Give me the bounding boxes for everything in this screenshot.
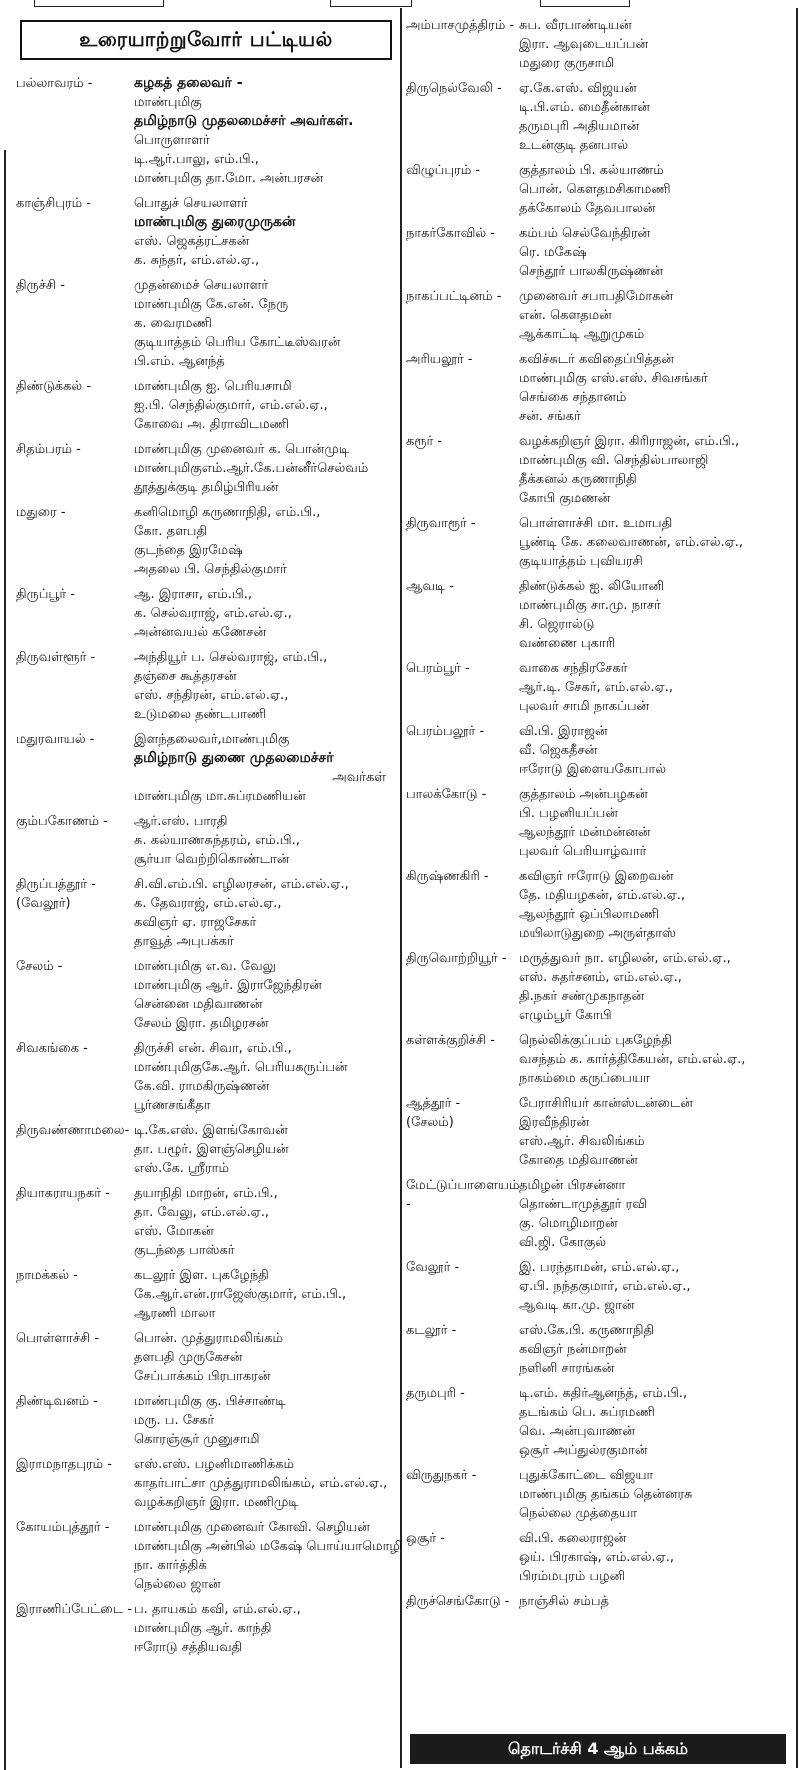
place-name: திருப்பத்தூர் - (வேலூர்) xyxy=(16,877,96,911)
place-name: திருவண்ணாமலை- xyxy=(16,1123,130,1138)
speaker-entry xyxy=(10,1184,400,1260)
speaker-name: க. தேவராஜ், எம்.எல்.ஏ., xyxy=(134,896,282,911)
speaker-names xyxy=(134,1266,400,1323)
speaker-name: மதுரை குருசாமி xyxy=(519,56,615,71)
speaker-entry xyxy=(404,16,796,73)
top-border xyxy=(0,0,800,8)
speaker-name: சன். சங்கர் xyxy=(519,409,581,424)
speaker-name: கழகத் தலைவர் - xyxy=(134,75,243,91)
speaker-name: ஆலந்தூர் ஒப்பிலாமணி xyxy=(519,907,659,922)
speaker-name: காதர்பாட்சா முத்துராமலிங்கம், எம்.எல்.ஏ., xyxy=(134,1476,388,1491)
speaker-name: பொள்ளாச்சி மா. உமாபதி xyxy=(519,516,673,531)
speaker-name: புலவர் சாமி நாகப்பன் xyxy=(519,699,650,714)
place-name: அம்பாசமுத்திரம் - xyxy=(406,18,515,33)
speaker-name: முனைவர் சபாபதிமோகன் xyxy=(519,289,674,304)
speaker-name: குடியாத்தம் பெரிய கோட்டீஸ்வரன் xyxy=(134,335,341,350)
speaker-name: குடியாத்தம் புவியரசி xyxy=(519,554,643,569)
speaker-entry xyxy=(404,1321,796,1378)
speaker-name: தூத்துக்குடி தமிழ்பிரியன் xyxy=(134,480,279,495)
speaker-name: மாண்புமிகு ஐ. பெரியசாமி xyxy=(134,379,292,394)
speaker-name: இரவீந்திரன் xyxy=(519,1115,590,1130)
place-name: கிருஷ்ணகிரி - xyxy=(406,869,489,884)
speaker-names xyxy=(519,514,796,571)
speaker-names xyxy=(519,1466,796,1523)
speaker-name: மாண்புமிகு தா.மோ. அன்பரசன் xyxy=(134,171,324,186)
speaker-entry xyxy=(10,1039,400,1115)
speaker-name: கோபி குமணன் xyxy=(519,491,611,506)
place-name: பெரம்பூர் - xyxy=(406,661,470,676)
speaker-name: எஸ்.கே. ஸ்ரீராம் xyxy=(134,1161,229,1176)
speaker-name: ஆர்.எஸ். பாரதி xyxy=(134,814,228,829)
speaker-name: ஏ.பி. நந்தகுமார், எம்.எல்.ஏ., xyxy=(519,1279,691,1294)
speaker-name: தாவூத் அபுபக்கர் xyxy=(134,934,234,949)
speaker-name: நெல்லிக்குப்பம் புகழேந்தி xyxy=(519,1033,672,1048)
place-name: கள்ளக்குறிச்சி - xyxy=(406,1033,495,1048)
speaker-name: எஸ். சந்திரன், எம்.எல்.ஏ., xyxy=(134,688,289,703)
speaker-name: ஏ.கே.எஸ். விஜயன் xyxy=(519,81,637,96)
place-name: நாகர்கோவில் - xyxy=(406,226,495,241)
speaker-name: கே.வி. ராமகிருஷ்ணன் xyxy=(134,1079,270,1094)
speaker-name: சேலம் இரா. தமிழரசன் xyxy=(134,1016,269,1031)
speaker-name: ஈரோடு சத்தியவதி xyxy=(134,1640,243,1655)
speaker-entry xyxy=(10,648,400,724)
speaker-names xyxy=(519,224,796,281)
speaker-name: மருத்துவர் நா. எழிலன், எம்.எல்.ஏ., xyxy=(519,951,731,966)
speaker-entry xyxy=(404,659,796,716)
right-column xyxy=(404,8,798,1768)
place-name: திண்டுக்கல் - xyxy=(16,379,92,394)
speaker-name: எஸ்.ஆர். சிவலிங்கம் xyxy=(519,1134,645,1149)
speaker-list-right xyxy=(404,8,796,1611)
speaker-name: வழக்கறிஞர் இரா. கிரிராஜன், எம்.பி., xyxy=(519,434,740,449)
speaker-entry xyxy=(404,1384,796,1460)
speaker-entry xyxy=(404,722,796,779)
speaker-entry xyxy=(10,440,400,497)
speaker-name: பூண்டி கே. கலைவாணன், எம்.எல்.ஏ., xyxy=(519,535,744,550)
speaker-entry xyxy=(10,1121,400,1178)
speaker-entry xyxy=(10,503,400,579)
speaker-name: தஞ்சை கூத்தரசன் xyxy=(134,669,237,684)
speaker-entry xyxy=(10,957,400,1033)
speaker-name: செங்கை சந்தானம் xyxy=(519,390,627,405)
speaker-name: வழக்கறிஞர் இரா. மணிமுடி xyxy=(134,1495,299,1510)
speaker-name: திண்டுக்கல் ஐ. லியோனி xyxy=(519,579,665,594)
place-name: மேட்டுப்பாளையம் - xyxy=(406,1178,520,1212)
speaker-entry xyxy=(404,1094,796,1170)
speaker-entry xyxy=(10,1329,400,1386)
speaker-names xyxy=(519,949,796,1025)
speaker-name: தமிழ்நாடு முதலமைச்சர் அவர்கள். xyxy=(134,113,354,129)
speaker-name: கொரஞ்சூர் முனுசாமி xyxy=(134,1432,260,1447)
speaker-names xyxy=(134,730,400,806)
speaker-entry xyxy=(10,585,400,642)
speaker-name: கம்பம் செல்வேந்திரன் xyxy=(519,226,651,241)
speaker-name: நாகம்மை கருப்பையா xyxy=(519,1071,650,1086)
speaker-name: குடந்தை பாஸ்கர் xyxy=(134,1243,235,1258)
speaker-entry xyxy=(10,875,400,951)
speaker-name: தமிழ்நாடு துணை முதலமைச்சர் xyxy=(134,750,334,766)
speaker-name: க. சுந்தர், எம்.எல்.ஏ., xyxy=(134,253,260,268)
speaker-name: திருச்சி என். சிவா, எம்.பி., xyxy=(134,1041,292,1056)
place-name: இராமநாதபுரம் - xyxy=(16,1457,112,1472)
speaker-name: ஒய். பிரகாஷ், எம்.எல்.ஏ., xyxy=(519,1550,674,1565)
speaker-entry xyxy=(10,194,400,270)
speaker-name: கவிச்சுடர் கவிதைப்பித்தன் xyxy=(519,352,675,367)
speaker-names xyxy=(519,1321,796,1378)
speaker-names xyxy=(134,957,400,1033)
place-name: பெரம்பலூர் - xyxy=(406,724,485,739)
speaker-name: சேப்பாக்கம் பிரபாகரன் xyxy=(134,1369,271,1384)
speaker-name: தருமபுரி அதியமான் xyxy=(519,119,640,134)
place-name: பாலக்கோடு - xyxy=(406,787,487,802)
speaker-name: டி.பி.எம். மைதீன்கான் xyxy=(519,100,650,115)
speaker-name: பி. பழனியப்பன் xyxy=(519,806,618,821)
speaker-name: வசந்தம் க. கார்த்திகேயன், எம்.எல்.ஏ., xyxy=(519,1052,746,1067)
speaker-names xyxy=(519,577,796,653)
speaker-entry xyxy=(10,730,400,806)
speaker-name: கு. மொழிமாறன் xyxy=(519,1216,618,1231)
place-name: விருதுநகர் - xyxy=(406,1468,477,1483)
speaker-name: தமிழன் பிரசன்னா xyxy=(519,1178,626,1193)
speaker-name: மாண்புமிகு தங்கம் தென்னரசு xyxy=(519,1487,693,1502)
speaker-names xyxy=(519,1031,796,1088)
speaker-entry xyxy=(10,276,400,371)
speaker-name: மாண்புமிகு மா.சுப்ரமணியன் xyxy=(134,789,306,804)
place-name: திருச்செங்கோடு - xyxy=(406,1594,510,1609)
place-name: மதுரை - xyxy=(16,505,66,520)
speaker-name: மாண்புமிகுஎம்.ஆர்.கே.பன்னீர்செல்வம் xyxy=(134,461,369,476)
speaker-name: சு. கல்யாணசுந்தரம், எம்.பி., xyxy=(134,833,300,848)
speaker-name: கனிமொழி கருணாநிதி, எம்.பி., xyxy=(134,505,321,520)
speaker-name: மாண்புமிகு முனைவர் க. பொன்முடி xyxy=(134,442,350,457)
speaker-name: பொதுச் செயலாளர் xyxy=(134,196,248,211)
speaker-name: சுப. வீரபாண்டியன் xyxy=(519,18,632,33)
speaker-name: வி.ஜி. கோகுல் xyxy=(519,1235,607,1250)
speaker-name: கவிஞர் ஏ. ராஜசேகர் xyxy=(134,915,257,930)
speaker-name: மாண்புமிகு எஸ்.எஸ். சிவசங்கர் xyxy=(519,371,708,386)
speaker-name: நெல்லை ஜான் xyxy=(134,1577,221,1592)
speaker-name: மாண்புமிகு துரைமுருகன் xyxy=(134,214,296,230)
speaker-entry xyxy=(10,1518,403,1594)
speaker-entry xyxy=(404,867,796,943)
place-name: திருச்சி - xyxy=(16,278,65,293)
speaker-name: இரா. ஆவுடையப்பன் xyxy=(519,37,649,52)
speaker-entry xyxy=(10,1455,400,1512)
speaker-names xyxy=(134,1039,400,1115)
speaker-name: வி.பி. கலைராஜன் xyxy=(519,1531,627,1546)
speaker-names xyxy=(134,1184,400,1260)
speaker-name: க. வைரமணி xyxy=(134,316,212,331)
speaker-name: பொருளாளர் xyxy=(134,133,210,148)
left-column xyxy=(10,8,402,1768)
speaker-name: எஸ். ஜெகத்ரட்சகன் xyxy=(134,234,250,249)
speaker-name: தீக்கனல் கருணாநிதி xyxy=(519,472,637,487)
speaker-name: தே. மதியழகன், எம்.எல்.ஏ., xyxy=(519,888,686,903)
speaker-name: மாண்புமிகு வி. செந்தில்பாலாஜி xyxy=(519,453,709,468)
speaker-names xyxy=(134,276,400,371)
speaker-name: மாண்புமிகு எ.வ. வேலு xyxy=(134,959,276,974)
speaker-names xyxy=(519,1529,796,1586)
speaker-name: இ. பரந்தாமன், எம்.எல்.ஏ., xyxy=(519,1260,680,1275)
speaker-name: நெல்லை முத்தையா xyxy=(519,1506,638,1521)
speaker-name: கடலூர் இள. புகழேந்தி xyxy=(134,1268,269,1283)
speaker-name: புலவர் பெரியாழ்வார் xyxy=(519,844,647,859)
speaker-names xyxy=(134,1121,400,1178)
place-name: கடலூர் - xyxy=(406,1323,457,1338)
speaker-name: ஈரோடு இளையகோபால் xyxy=(519,762,667,777)
speaker-entry xyxy=(10,377,400,434)
speaker-names xyxy=(519,722,796,779)
speaker-names xyxy=(519,785,796,861)
speaker-name: தடங்கம் பெ. சுப்ரமணி xyxy=(519,1405,655,1420)
speaker-entry xyxy=(404,949,796,1025)
place-name: திருநெல்வேலி - xyxy=(406,81,502,96)
speaker-names xyxy=(134,1518,402,1594)
speaker-name: புதுக்கோட்டை விஜயா xyxy=(519,1468,654,1483)
speaker-names xyxy=(134,1600,400,1657)
speaker-names xyxy=(519,79,796,155)
speaker-name: மாண்புமிகுகே.ஆர். பெரியகருப்பன் xyxy=(134,1060,348,1075)
speaker-entry xyxy=(404,1466,796,1523)
speaker-name: கவிஞர் நன்மாறன் xyxy=(519,1342,627,1357)
speaker-name: டி.ஆர்.பாலு, எம்.பி., xyxy=(134,152,259,167)
speaker-name: தளபதி முருகேசன் xyxy=(134,1350,243,1365)
speaker-name: கோ. தளபதி xyxy=(134,524,208,539)
speaker-name: டி.கே.எஸ். இளங்கோவன் xyxy=(134,1123,288,1138)
speaker-name: இளந்தலைவர்,மாண்புமிகு xyxy=(134,732,290,747)
speaker-name: பேராசிரியர் கான்ஸ்டன்டைன் xyxy=(519,1096,693,1111)
continued-footer: தொடர்ச்சி 4 ஆம் பக்கம் xyxy=(410,1734,786,1764)
speaker-names xyxy=(519,432,796,508)
speaker-name: எஸ்.கே.பி. கருணாநிதி xyxy=(519,1323,655,1338)
speaker-entry xyxy=(404,1031,796,1088)
speaker-names xyxy=(134,1329,400,1386)
speaker-name: என். கௌதமன் xyxy=(519,308,612,323)
speaker-name: தக்கோலம் தேவபாலன் xyxy=(519,201,656,216)
speaker-name: தயாநிதி மாறன், எம்.பி., xyxy=(134,1186,278,1201)
place-name: நாமக்கல் - xyxy=(16,1268,78,1283)
speaker-name: பிரம்மபுரம் பழனி xyxy=(519,1569,626,1584)
place-name: திருப்பூர் - xyxy=(16,587,75,602)
place-name: கரூர் - xyxy=(406,434,443,449)
speaker-name: ஒசூர் அப்துல்ரகுமான் xyxy=(519,1443,648,1458)
speaker-name: வீ. ஜெகதீசன் xyxy=(519,743,598,758)
place-name: திருவொற்றியூர் - xyxy=(406,951,507,966)
speaker-name: எஸ்.எஸ். பழனிமாணிக்கம் xyxy=(134,1457,294,1472)
speaker-names xyxy=(519,1258,796,1315)
speaker-names xyxy=(134,440,400,497)
speaker-names xyxy=(519,1384,796,1460)
speaker-entry xyxy=(404,432,796,508)
speaker-names xyxy=(519,1094,796,1170)
speaker-names xyxy=(519,16,796,73)
place-name: நாகப்பட்டினம் - xyxy=(406,289,502,304)
place-name: ஆவடி - xyxy=(406,579,455,594)
place-name: வேலூர் - xyxy=(406,1260,460,1275)
speaker-entry xyxy=(10,74,400,188)
speaker-list-left xyxy=(10,74,403,1657)
speaker-names xyxy=(134,875,400,951)
place-name: திண்டிவனம் - xyxy=(16,1394,98,1409)
speaker-name: உடுமலை தண்டபாணி xyxy=(134,707,267,722)
speaker-names xyxy=(519,287,796,344)
speaker-entry xyxy=(404,350,796,426)
speaker-name: ஐ.பி. செந்தில்குமார், எம்.எல்.ஏ., xyxy=(134,398,328,413)
place-name: அரியலூர் - xyxy=(406,352,473,367)
speaker-name: மாண்புமிகு சா.மு. நாசர் xyxy=(519,598,661,613)
speaker-name: எஸ். மோகன் xyxy=(134,1224,214,1239)
speaker-name: மாண்புமிகு ஆர். இராஜேந்திரன் xyxy=(134,978,322,993)
speaker-names xyxy=(134,812,400,869)
speaker-name: ஆலந்தூர் மன்மன்னன் xyxy=(519,825,651,840)
speaker-entry xyxy=(404,1258,796,1315)
speaker-name: கவிஞர் ஈரோடு இறைவன் xyxy=(519,869,674,884)
speaker-name: வாகை சந்திரசேகர் xyxy=(519,661,628,676)
speaker-entry xyxy=(404,1529,796,1586)
speaker-name: தி.நகர் சண்முகநாதன் xyxy=(519,989,645,1004)
speaker-names xyxy=(134,648,400,724)
speaker-name: பொன். கௌதமசிகாமணி xyxy=(519,182,671,197)
speaker-entry xyxy=(404,287,796,344)
speaker-entry xyxy=(404,1592,796,1611)
speaker-name: ஆவடி கா.மு. ஜான் xyxy=(519,1298,635,1313)
speaker-name: பூர்ணசங்கீதா xyxy=(134,1098,211,1113)
speaker-name: அந்தியூர் ப. செல்வராஜ், எம்.பி., xyxy=(134,650,328,665)
speaker-name: ப. தாயகம் கவி, எம்.எல்.ஏ., xyxy=(134,1602,301,1617)
speaker-entry xyxy=(404,577,796,653)
speaker-name: மாண்புமிகு xyxy=(134,95,202,110)
speaker-name: செந்தூர் பாலகிருஷ்ணன் xyxy=(519,264,663,279)
page-title: உரையாற்றுவோர் பட்டியல் xyxy=(20,20,392,60)
speaker-name: மாண்புமிகு கே.என். நேரு xyxy=(134,297,289,312)
speaker-entry xyxy=(404,161,796,218)
speaker-name: மாண்புமிகு அன்பில் மகேஷ் பொய்யாமொழி xyxy=(134,1539,403,1554)
speaker-name: அவர்கள் xyxy=(332,770,386,785)
speaker-name: சி.வி.எம்.பி. எழிலரசன், எம்.எல்.ஏ., xyxy=(134,877,349,892)
place-name: தருமபுரி - xyxy=(406,1386,465,1401)
place-name: சிவகங்கை - xyxy=(16,1041,88,1056)
speaker-name: க. செல்வராஜ், எம்.எல்.ஏ., xyxy=(134,606,292,621)
place-name: ஒசூர் - xyxy=(406,1531,445,1546)
speaker-names xyxy=(134,1392,400,1449)
place-name: காஞ்சிபுரம் - xyxy=(16,196,91,211)
speaker-name: முதன்மைச் செயலாளர் xyxy=(134,278,269,293)
speaker-name: எஸ். சுதர்சனம், எம்.எல்.ஏ., xyxy=(519,970,682,985)
speaker-name: கே.ஆர்.என்.ராஜேஸ்குமார், எம்.பி., xyxy=(134,1287,347,1302)
speaker-entry xyxy=(10,1392,400,1449)
speaker-name: ஆரணி மாலா xyxy=(134,1306,216,1321)
place-name: தியாகராயநகர் - xyxy=(16,1186,110,1201)
speaker-name: குத்தாலம் பி. கல்யாணம் xyxy=(519,163,664,178)
speaker-name: அதலை பி. செந்தில்குமார் xyxy=(134,562,287,577)
speaker-names xyxy=(519,1592,796,1611)
speaker-entry xyxy=(10,1266,400,1323)
place-name: திருவாரூர் - xyxy=(406,516,476,531)
speaker-name: தா. பழூர். இளஞ்செழியன் xyxy=(134,1142,289,1157)
speaker-names xyxy=(134,1455,400,1512)
place-name: கோயம்புத்தூர் - xyxy=(16,1520,110,1535)
speaker-name: சி. ஜெரால்டு xyxy=(519,617,595,632)
place-name: விழுப்புரம் - xyxy=(406,163,481,178)
place-name: சிதம்பரம் - xyxy=(16,442,81,457)
speaker-name: மாண்புமிகு ஆர். காந்தி xyxy=(134,1621,272,1636)
speaker-name: தா. வேலு, எம்.எல்.ஏ., xyxy=(134,1205,270,1220)
speaker-name: மாண்புமிகு முனைவர் கோவி. செழியன் xyxy=(134,1520,370,1535)
speaker-name: வெ. அன்புவாணன் xyxy=(519,1424,635,1439)
speaker-name: குடந்தை இரமேஷ் xyxy=(134,543,243,558)
speaker-names xyxy=(134,194,400,270)
speaker-names xyxy=(134,585,400,642)
speaker-name: நளினி சாரங்கன் xyxy=(519,1361,615,1376)
speaker-names xyxy=(519,1176,796,1252)
speaker-name: எழும்பூர் கோபி xyxy=(519,1008,612,1023)
speaker-name: ஆக்காட்டி ஆறுமுகம் xyxy=(519,327,645,342)
speaker-entry xyxy=(404,79,796,155)
speaker-entry xyxy=(404,1176,796,1252)
speaker-names xyxy=(134,503,400,579)
speaker-name: கோவை அ. திராவிடமணி xyxy=(134,417,290,432)
speaker-name: அன்னவயல் கணேசன் xyxy=(134,625,267,640)
speaker-name: கோதை மதிவாணன் xyxy=(519,1153,638,1168)
speaker-names xyxy=(519,659,796,716)
place-name: கும்பகோணம் - xyxy=(16,814,108,829)
speaker-entry xyxy=(404,514,796,571)
speaker-name: ரெ. மகேஷ் xyxy=(519,245,587,260)
place-name: சேலம் - xyxy=(16,959,63,974)
speaker-names xyxy=(519,867,796,943)
speaker-names xyxy=(134,377,400,434)
speaker-name: சூர்யா வெற்றிகொண்டான் xyxy=(134,852,290,867)
speaker-name: பொன். முத்துராமலிங்கம் xyxy=(134,1331,284,1346)
speaker-entry xyxy=(10,1600,400,1657)
speaker-name: நா. கார்த்திக் xyxy=(134,1558,207,1573)
speaker-name: நாஞ்சில் சம்பத் xyxy=(519,1594,610,1609)
place-name: திருவள்ளூர் - xyxy=(16,650,96,665)
speaker-name: ஆர்.டி. சேகர், எம்.எல்.ஏ., xyxy=(519,680,673,695)
place-name: ஆத்தூர் - (சேலம்) xyxy=(406,1096,461,1130)
speaker-name: ஆ. இராசா, எம்.பி., xyxy=(134,587,252,602)
place-name: இராணிப்பேட்டை - xyxy=(16,1602,132,1617)
speaker-name: டி.எம். கதிர்ஆனந்த், எம்.பி., xyxy=(519,1386,688,1401)
speaker-names xyxy=(519,161,796,218)
speaker-name: மாண்புமிகு கு. பிச்சாண்டி xyxy=(134,1394,286,1409)
speaker-name: சென்னை மதிவாணன் xyxy=(134,997,263,1012)
speaker-names xyxy=(519,350,796,426)
place-name: மதுரவாயல் - xyxy=(16,732,95,747)
speaker-entry xyxy=(404,785,796,861)
speaker-names xyxy=(134,74,400,188)
place-name: பல்லாவரம் - xyxy=(16,76,93,91)
speaker-name: வி.பி. இராஜன் xyxy=(519,724,608,739)
left-frame-rule xyxy=(4,150,6,1770)
speaker-name: பி.எம். ஆனந்த் xyxy=(134,354,225,369)
speaker-name: உடன்குடி தனபால் xyxy=(519,138,629,153)
speaker-name: குத்தாலம் அன்பழகன் xyxy=(519,787,648,802)
speaker-name: மயிலாடுதுறை அருள்தாஸ் xyxy=(519,926,676,941)
place-name: பொள்ளாச்சி - xyxy=(16,1331,100,1346)
speaker-name: தொண்டாமுத்தூர் ரவி xyxy=(519,1197,648,1212)
speaker-name: வண்ணை புகாரி xyxy=(519,636,616,651)
speaker-name: மரு. ப. சேகர் xyxy=(134,1413,215,1428)
speaker-entry xyxy=(10,812,400,869)
speaker-entry xyxy=(404,224,796,281)
